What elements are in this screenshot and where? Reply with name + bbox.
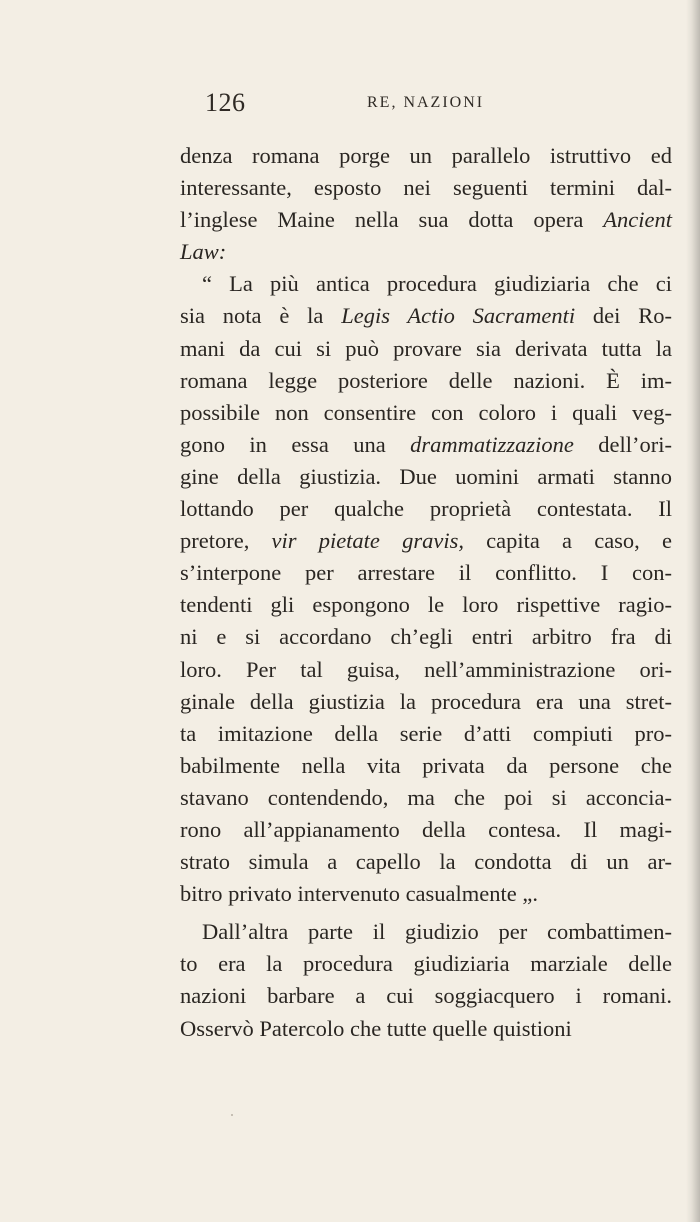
text-run: gine della giustizia. Due uomini armati stanno xyxy=(180,463,672,489)
text-run: Osservò Patercolo che tutte quelle quistioni xyxy=(180,1015,572,1041)
text-run: strato simula a capello la condotta di un ar- xyxy=(180,849,672,875)
paragraph xyxy=(180,140,672,268)
text-run: s’interpone per arrestare il conflitto. I con- xyxy=(180,560,672,586)
text-line xyxy=(180,557,672,589)
text-line xyxy=(180,493,672,525)
text-run: bitro privato intervenuto casualmente „. xyxy=(180,881,539,907)
text-line xyxy=(180,429,672,461)
text-line xyxy=(180,589,672,621)
text-run: “ La più antica procedura giudiziaria che ci xyxy=(202,271,672,297)
text-run: dell’ori- xyxy=(573,431,672,457)
text-run: to era la procedura giudiziaria marziale delle xyxy=(180,951,672,977)
text-line xyxy=(180,1013,672,1045)
page-header xyxy=(205,88,485,118)
text-line xyxy=(180,236,672,268)
text-line xyxy=(180,140,672,172)
text-line xyxy=(180,525,672,557)
text-line xyxy=(180,204,672,236)
text-run: sia nota è la xyxy=(180,303,342,329)
text-run: babilmente nella vita privata da persone che xyxy=(180,752,672,778)
body-text xyxy=(180,140,672,1045)
text-run: romana legge posteriore delle nazioni. È im- xyxy=(180,367,672,393)
text-run: pretore, xyxy=(180,528,272,554)
paragraph xyxy=(180,916,672,1044)
text-run: loro. Per tal guisa, nell’amministrazione ori- xyxy=(180,656,672,682)
text-run: ta imitazione della serie d’atti compiuti pro- xyxy=(180,720,672,746)
text-run: l’inglese Maine nella sua dotta opera xyxy=(180,207,604,233)
text-line xyxy=(180,782,672,814)
text-line xyxy=(180,750,672,782)
text-run: nazioni barbare a cui soggiacquero i romani. xyxy=(180,983,672,1009)
text-line xyxy=(180,718,672,750)
text-run: ginale della giustizia la procedura era una stret- xyxy=(180,688,672,714)
text-line xyxy=(180,333,672,365)
paragraph xyxy=(180,268,672,910)
italic-text: Ancient xyxy=(603,207,672,233)
page-edge-shadow xyxy=(686,0,700,1222)
text-run: rono all’appianamento della contesa. Il magi- xyxy=(180,816,672,842)
text-line xyxy=(180,948,672,980)
running-head: RE, NAZIONI xyxy=(367,94,485,111)
text-line xyxy=(180,172,672,204)
text-line xyxy=(180,300,672,332)
text-run: capita a caso, e xyxy=(463,528,672,554)
text-run: gono in essa una xyxy=(180,431,411,457)
text-run: ni e si accordano ch’egli entri arbitro fra di xyxy=(180,624,672,650)
text-run: Dall’altra parte il giudizio per combattimen- xyxy=(202,919,672,945)
text-line xyxy=(180,268,672,300)
text-run: tendenti gli espongono le loro rispettive ragio- xyxy=(180,592,672,618)
text-run: dei Ro- xyxy=(575,303,672,329)
text-line xyxy=(180,365,672,397)
text-line xyxy=(180,654,672,686)
text-line xyxy=(180,397,672,429)
italic-text: vir pietate gravis, xyxy=(271,528,464,554)
text-run: lottando per qualche proprietà contestata. Il xyxy=(180,496,672,522)
text-line xyxy=(180,686,672,718)
text-line xyxy=(180,878,672,910)
text-line xyxy=(180,621,672,653)
text-line xyxy=(180,916,672,948)
text-run: denza romana porge un parallelo istruttivo ed xyxy=(180,143,672,168)
text-run: possibile non consentire con coloro i quali veg- xyxy=(180,399,672,425)
italic-text: drammatizzazione xyxy=(410,431,574,457)
text-line xyxy=(180,814,672,846)
text-line xyxy=(180,980,672,1012)
text-run: mani da cui si può provare sia derivata tutta la xyxy=(180,335,672,361)
text-line xyxy=(180,461,672,493)
italic-text: Legis Actio Sacramenti xyxy=(341,303,576,329)
page-number: 126 xyxy=(205,88,246,117)
text-run: stavano contendendo, ma che poi si acconcia- xyxy=(180,784,672,810)
text-run: interessante, esposto nei seguenti termini dal- xyxy=(180,175,672,201)
paper-speck xyxy=(231,1114,233,1116)
italic-text: Law: xyxy=(180,239,227,265)
text-line xyxy=(180,846,672,878)
